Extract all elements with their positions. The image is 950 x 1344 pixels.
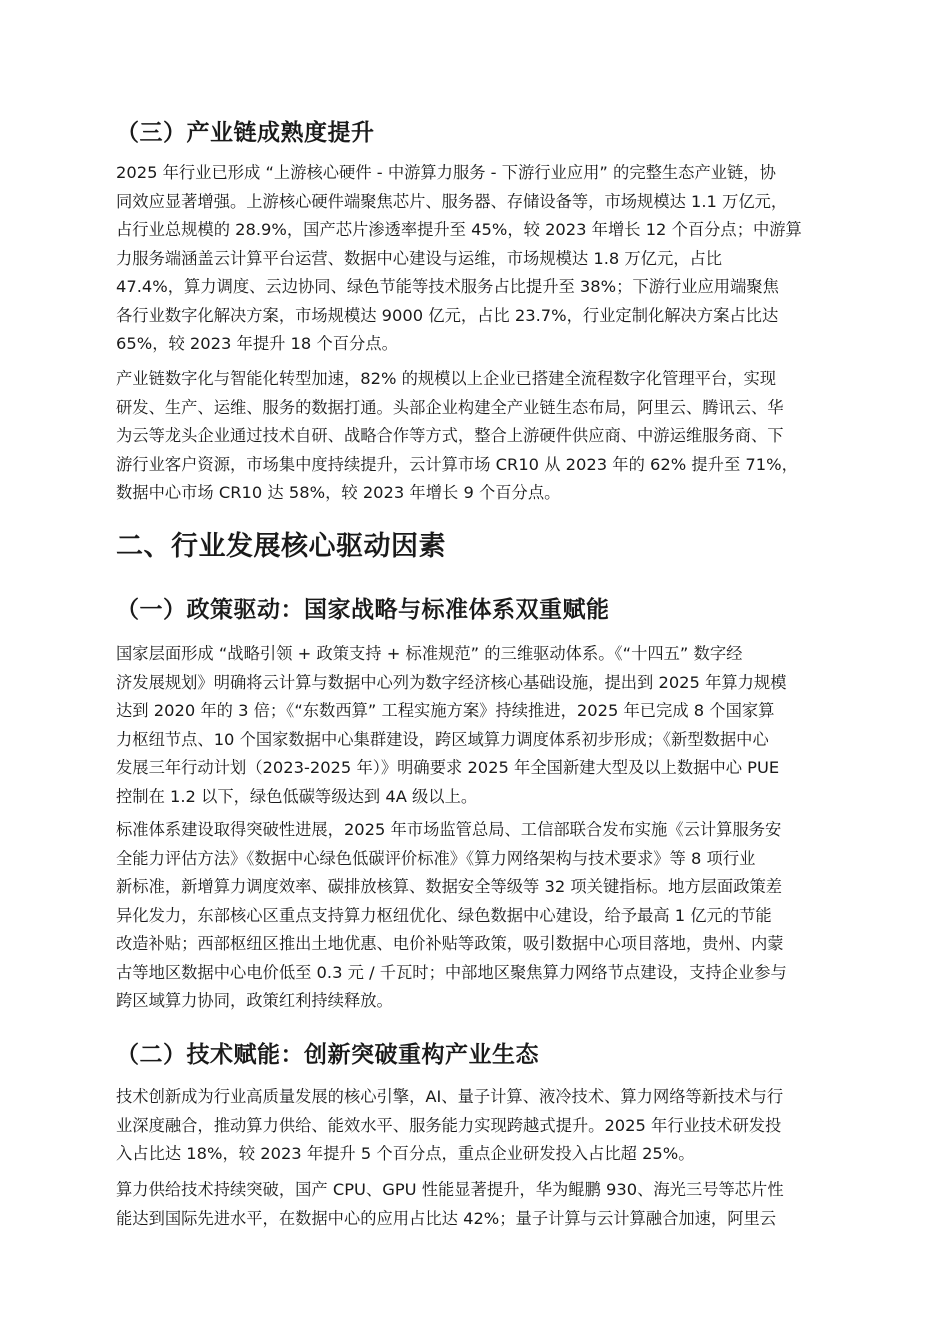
text-line: 业深度融合，推动算力供给、能效水平、服务能力实现跨越式提升。2025 年行业技术研发投 [116,1115,782,1135]
paragraph-technology-2 [116,1176,841,1233]
text-line: 国家层面形成 “战略引领 + 政策支持 + 标准规范” 的三维驱动体系。《“十四五” 数字经 [116,644,743,663]
section-heading-industry-chain: （三）产业链成熟度提升 [116,120,375,146]
section-heading-policy: （一）政策驱动：国家战略与标准体系双重赋能 [116,597,610,623]
text-line: 古等地区数据中心电价低至 0.3 元 / 千瓦时；中部地区聚焦算力网络节点建设，支持企业参与 [116,962,787,982]
text-line: 达到 2020 年的 3 倍；《“东数西算” 工程实施方案》持续推进，2025 年已完成 8 个国家算 [116,701,775,720]
text-line: 能达到国际先进水平，在数据中心的应用占比达 42%；量子计算与云计算融合加速，阿里云 [116,1208,777,1228]
text-line: 同效应显著增强。上游核心硬件端聚焦芯片、服务器、存储设备等，市场规模达 1.1 万亿元， [116,191,788,211]
paragraph-industry-chain-2 [116,365,841,508]
text-line: 力服务端涵盖云计算平台运营、数据中心建设与运维，市场规模达 1.8 万亿元，占比 [116,248,723,268]
paragraph-policy-1 [116,640,841,811]
paragraph-policy-2 [116,816,841,1016]
text-line: 65%，较 2023 年提升 18 个百分点。 [116,334,398,353]
text-line: 改造补贴；西部枢纽区推出土地优惠、电价补贴等政策，吸引数据中心项目落地，贵州、内蒙 [116,934,784,953]
text-line: 47.4%，算力调度、云边协同、绿色节能等技术服务占比提升至 38%；下游行业应用端聚焦 [116,277,779,296]
text-line: 异化发力，东部核心区重点支持算力枢纽优化、绿色数据中心建设，给予最高 1 亿元的节能 [116,905,772,925]
text-line: 新标准，新增算力调度效率、碳排放核算、数据安全等级等 32 项关键指标。地方层面政策差 [116,877,783,896]
text-line: 入占比达 18%，较 2023 年提升 5 个百分点，重点企业研发投入占比超 25%。 [116,1144,695,1163]
text-line: 研发、生产、运维、服务的数据打通。头部企业构建全产业链生态布局，阿里云、腾讯云、华 [116,397,784,417]
text-line: 跨区域算力协同，政策红利持续释放。 [116,991,393,1010]
text-line: 技术创新成为行业高质量发展的核心引擎，AI、量子计算、液冷技术、算力网络等新技术与行 [116,1087,784,1106]
paragraph-industry-chain-1 [116,159,841,359]
text-line: 游行业客户资源，市场集中度持续提升，云计算市场 CR10 从 2023 年的 62% 提升至 71%， [116,454,798,474]
section-heading-technology: （二）技术赋能：创新突破重构产业生态 [116,1042,539,1068]
text-line: 控制在 1.2 以下，绿色低碳等级达到 4A 级以上。 [116,786,478,806]
paragraph-technology-1 [116,1083,841,1169]
chapter-heading-drivers: 二、行业发展核心驱动因素 [116,531,446,562]
text-line: 为云等龙头企业通过技术自研、战略合作等方式，整合上游硬件供应商、中游运维服务商、下 [116,426,784,445]
text-line: 数据中心市场 CR10 达 58%，较 2023 年增长 9 个百分点。 [116,483,561,502]
text-line: 算力供给技术持续突破，国产 CPU、GPU 性能显著提升，华为鲲鹏 930、海光三号等芯片性 [116,1180,784,1199]
text-line: 济发展规划》明确将云计算与数据中心列为数字经济核心基础设施，提出到 2025 年算力规模 [116,672,787,692]
text-line: 发展三年行动计划（2023-2025 年）》明确要求 2025 年全国新建大型及以上数据中心 PUE [116,758,780,777]
text-line: 各行业数字化解决方案，市场规模达 9000 亿元，占比 23.7%，行业定制化解决方案占比达 [116,305,779,325]
text-line: 2025 年行业已形成 “上游核心硬件 - 中游算力服务 - 下游行业应用” 的完整生态产业链，协 [116,163,776,182]
text-line: 产业链数字化与智能化转型加速，82% 的规模以上企业已搭建全流程数字化管理平台，实现 [116,369,777,388]
text-line: 占行业总规模的 28.9%，国产芯片渗透率提升至 45%，较 2023 年增长 12 个百分点；中游算 [116,220,802,239]
text-line: 力枢纽节点、10 个国家数据中心集群建设，跨区域算力调度体系初步形成；《新型数据中心 [116,729,769,749]
text-line: 全能力评估方法》《数据中心绿色低碳评价标准》《算力网络架构与技术要求》等 8 项行业 [116,848,756,868]
text-line: 标准体系建设取得突破性进展，2025 年市场监管总局、工信部联合发布实施《云计算服务安 [116,820,782,839]
